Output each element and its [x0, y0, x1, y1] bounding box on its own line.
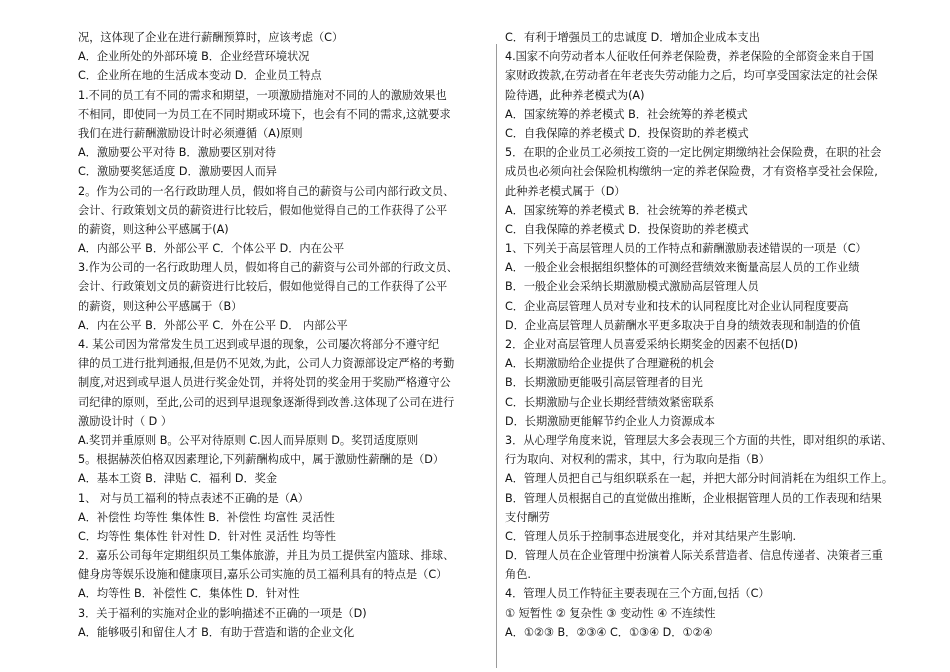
right-text-line: 5．在职的企业员工必须按工资的一定比例定期缴纳社会保险费，在职的社会	[505, 146, 882, 160]
left-text-line: A．激励要公平对待 B．激励要区别对待	[78, 146, 276, 160]
left-text-line: 5。根据赫茨伯格双因素理论,下列薪酬构成中，属于激励性薪酬的是（D）	[78, 453, 445, 467]
right-text-line: C．长期激励与企业长期经营绩效紧密联系	[505, 395, 715, 409]
right-text-line: A．一般企业会根据组织整体的可测经营绩效来衡量高层人员的工作业绩	[505, 261, 860, 275]
left-text-line: 司纪律的原则，至此,公司的迟到早退现象逐渐得到改善.这体现了公司在进行	[78, 395, 455, 409]
right-text-line: C．有利于增强员工的忠诚度 D．增加企业成本支出	[505, 31, 760, 44]
right-text-line: 家财政拨款,在劳动者在年老丧失劳动能力之后，均可享受国家法定的社会保	[505, 69, 878, 83]
right-text-line: C．管理人员乐于控制事态进展变化，并对其结果产生影响.	[505, 529, 797, 543]
right-text-line: B．管理人员根据自己的直觉做出推断，企业根据管理人员的工作表现和结果	[505, 491, 882, 505]
left-text-line: A.奖罚并重原则 B。公平对待原则 C.因人而异原则 D。奖罚适度原则	[78, 433, 419, 447]
left-text-line: 会计、行政策划文员的薪资进行比较后，假如他觉得自己的工作获得了公平	[78, 203, 448, 217]
right-text-line: 4.国家不向劳动者本人征收任何养老保险费，养老保险的全部资金来自于国	[505, 50, 874, 64]
left-text-line: 况，这体现了企业在进行薪酬预算时，应该考虑（C）	[78, 31, 344, 44]
left-text-line: 制度,对迟到或早退人员进行奖金处罚，并将处罚的奖金用于奖励严格遵守公	[78, 376, 451, 390]
left-text-line: A．内在公平 B．外部公平 C．外在公平 D． 内部公平	[78, 318, 348, 332]
left-text-line: A．均等性 B．补偿性 C．集体性 D．针对性	[78, 587, 300, 601]
left-text-line: 会计、行政策划文员的薪资进行比较后，假如他觉得自己的工作获得了公平	[78, 280, 448, 294]
left-text-line: 2．嘉乐公司每年定期组织员工集体旅游，并且为员工提供室内篮球、排球、	[78, 549, 455, 563]
right-text-line: D．长期激励更能解节约企业人力资源成本	[505, 414, 715, 428]
right-text-line: C．自我保障的养老模式 D．投保资助的养老模式	[505, 126, 749, 140]
right-text-line: 行为取向、对权利的需求，其中，行为取向是指（B）	[505, 453, 770, 467]
left-text-line: 不相同，即使同一为员工在不同时期或环境下，也会有不同的需求,这就要求	[78, 107, 451, 121]
right-text-line: 2．企业对高层管理人员喜爱采纳长期奖金的因素不包括(D)	[505, 338, 798, 351]
right-text-line: 角色.	[505, 568, 531, 582]
left-text-line: C．激励要奖惩适度 D．激励要因人而异	[78, 165, 277, 179]
right-text-line: D．管理人员在企业管理中扮演着人际关系营造者、信息传递者、决策者三重	[505, 549, 883, 563]
left-text-line: C．企业所在地的生活成本变动 D．企业员工特点	[78, 69, 322, 83]
right-text-line: 1、下列关于高层管理人员的工作特点和薪酬激励表述错误的一项是（C）	[505, 242, 867, 256]
left-text-line: 3.作为公司的一名行政助理人员，假如将自己的薪资与公司外部的行政文员、	[78, 261, 458, 275]
right-text-line: C．自我保障的养老模式 D．投保资助的养老模式	[505, 222, 749, 236]
right-text-line: A．国家统筹的养老模式 B．社会统筹的养老模式	[505, 107, 748, 121]
right-text-line: A．国家统筹的养老模式 B．社会统筹的养老模式	[505, 203, 748, 217]
left-text-line: 1、 对与员工福利的特点表述不正确的是（A）	[78, 491, 309, 505]
right-text-line: 支付酬劳	[505, 510, 550, 524]
right-text-line: B．一般企业会采纳长期激励模式激励高层管理人员	[505, 280, 759, 294]
left-text-line: A．基本工资 B．津贴 C．福利 D．奖金	[78, 472, 278, 486]
left-text-line: 律的员工进行批判通报,但是仍不见效,为此，公司人力资源部设定严格的考勤	[78, 357, 455, 371]
left-text-line: A．企业所处的外部环境 B．企业经营环境状况	[78, 50, 310, 64]
left-text-line: 1.不同的员工有不同的需求和期望，一项激励措施对不同的人的激励效果也	[78, 88, 447, 102]
right-text-line: C．企业高层管理人员对专业和技术的认同程度比对企业认同程度要高	[505, 299, 849, 313]
left-text-line: C．均等性 集体性 针对性 D．针对性 灵活性 均等性	[78, 529, 336, 543]
column-divider	[496, 44, 497, 668]
right-text-line: 4．管理人员工作特征主要表现在三个方面,包括（C）	[505, 587, 770, 601]
left-text-line: 4. 某公司因为常常发生员工迟到或早退的现象，公司屡次将部分不遵守纪	[78, 338, 440, 351]
left-column	[78, 28, 492, 642]
left-text-line: 2。作为公司的一名行政助理人员，假如将自己的薪资与公司内部行政文员、	[78, 184, 455, 198]
left-text-line: A．能够吸引和留住人才 B．有助于营造和谐的企业文化	[78, 625, 355, 639]
left-text-line: 激励设计时（ D ）	[78, 414, 173, 428]
left-text-line: 的薪资，则这种公平感属于（B）	[78, 299, 243, 313]
left-text-line: A．内部公平 B．外部公平 C．个体公平 D．内在公平	[78, 242, 345, 256]
left-text-line: 我们在进行薪酬激励设计时必须遵循（A)原则	[78, 126, 303, 140]
left-text-line: 3．关于福利的实施对企业的影响描述不正确的一项是（D)	[78, 606, 367, 620]
right-text-line: ① 短暂性 ② 复杂性 ③ 变动性 ④ 不连续性	[505, 606, 716, 620]
right-text-line: 此种养老模式属于（D）	[505, 184, 626, 198]
left-text-line: A．补偿性 均等性 集体性 B．补偿性 均富性 灵活性	[78, 510, 335, 524]
right-text-line: A．长期激励给企业提供了合理避税的机会	[505, 357, 715, 371]
right-text-line: A．管理人员把自己与组织联系在一起，并把大部分时间消耗在为组织工作上。	[505, 472, 894, 486]
right-text-line: D．企业高层管理人员薪酬水平更多取决于自身的绩效表现和制造的价值	[505, 318, 861, 332]
right-column	[505, 28, 925, 642]
left-text-line: 的薪资，则这种公平感属于(A)	[78, 222, 229, 236]
right-text-line: B．长期激励更能吸引高层管理者的目光	[505, 376, 703, 390]
left-text-line: 健身房等娱乐设施和健康项目,嘉乐公司实施的员工福利具有的特点是（C）	[78, 568, 448, 582]
right-text-line: A．①②③ B．②③④ C．①③④ D．①②④	[505, 625, 713, 639]
right-text-line: 成员也必须向社会保险机构缴纳一定的养老保险费，才有资格享受社会保险,	[505, 165, 878, 179]
right-text-line: 险待遇，此种养老模式为(A)	[505, 88, 645, 102]
right-text-line: 3．从心理学角度来说，管理层大多会表现三个方面的共性，即对组织的承诺、	[505, 433, 893, 447]
